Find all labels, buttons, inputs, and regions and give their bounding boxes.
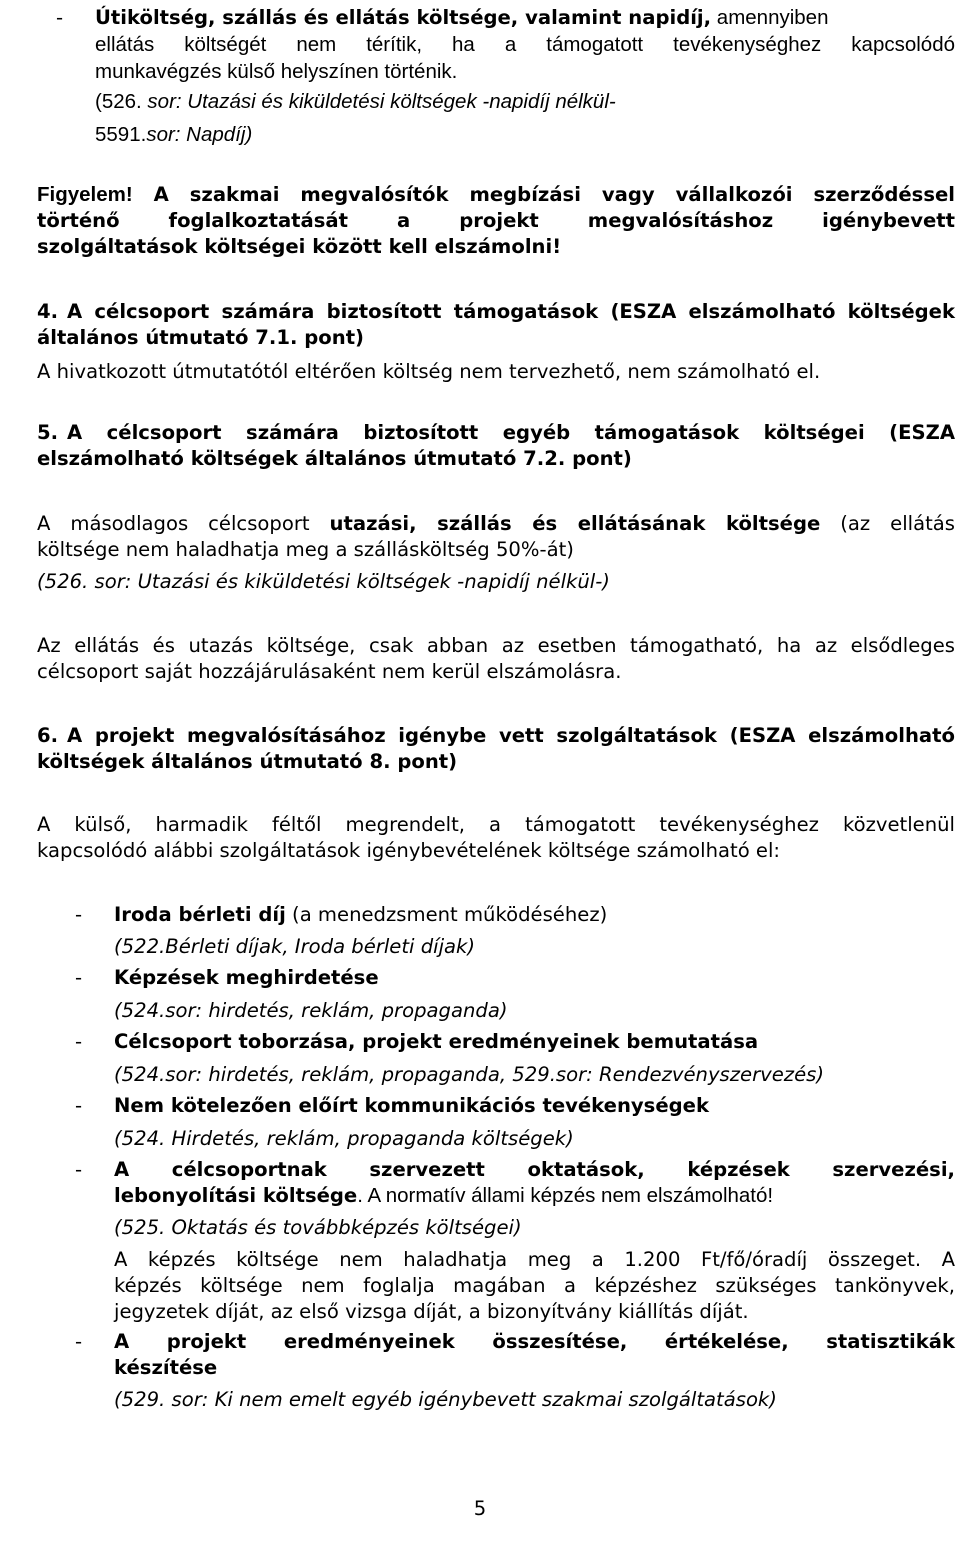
list-item-para-line2: képzés költsége nem foglalja magában a képzéshez szükséges tankönyvek,	[114, 1274, 955, 1297]
section-5-para2-line1: Az ellátás és utazás költsége, csak abban az esetben támogatható, ha az elsődleges	[37, 634, 955, 657]
list-dash: -	[75, 1330, 83, 1353]
list-item-ref: (525. Oktatás és továbbképzés költségei)	[114, 1216, 522, 1239]
item1-ref1	[95, 90, 616, 114]
notice-text: A szakmai megvalósítók megbízási vagy vállalkozói szerződéssel	[132, 183, 955, 206]
section-5-heading-line2: elszámolható költségek általános útmutató 7.2. pont)	[37, 447, 632, 470]
list-item-ref: (524.sor: hirdetés, reklám, propaganda, 529.sor: Rendezvényszervezés)	[114, 1063, 824, 1086]
list-item-title: lebonyolítási költsége	[114, 1184, 358, 1207]
item1-line1	[95, 6, 955, 30]
list-item-title: Képzések meghirdetése	[114, 966, 379, 989]
list-dash: -	[56, 6, 64, 29]
item1-line3: munkavégzés külső helyszínen történik.	[95, 60, 458, 83]
item1-ref2	[95, 123, 252, 147]
section-4-number: 4.	[37, 300, 59, 323]
section-6-para-line2: kapcsolódó alábbi szolgáltatások igénybevételének költsége számolható el:	[37, 839, 781, 862]
section-5-para1-line1	[37, 512, 955, 536]
notice-line1	[37, 183, 955, 207]
list-item-text: (a menedzsment működéséhez)	[285, 903, 608, 926]
section-4-heading-line1: A célcsoport számára biztosított támogatások (ESZA elszámolható költségek	[67, 300, 955, 323]
item1-text: amennyiben	[711, 6, 829, 29]
list-item-ref: (524. Hirdetés, reklám, propaganda költségek)	[114, 1127, 574, 1150]
emphasis: utazási, szállás és ellátásának költsége	[329, 512, 821, 535]
list-dash: -	[75, 903, 83, 926]
ref-number: 5591.	[95, 123, 147, 146]
notice-lead: Figyelem!	[37, 183, 133, 206]
list-item-title-line2	[114, 1184, 773, 1208]
list-dash: -	[75, 1094, 83, 1117]
notice-line3: szolgáltatások költségei között kell elszámolni!	[37, 235, 562, 258]
section-4-heading-line2: általános útmutató 7.1. pont)	[37, 326, 365, 349]
page-number: 5	[473, 1497, 487, 1520]
section-5-para2-line2: célcsoport saját hozzájárulásaként nem kerül elszámolásra.	[37, 660, 622, 683]
item1-line2: ellátás költségét nem térítik, ha a támogatott tevékenységhez kapcsolódó	[95, 33, 955, 56]
text-run: A másodlagos célcsoport	[37, 512, 330, 535]
list-item-para-line1: A képzés költsége nem haladhatja meg a 1.200 Ft/fő/óradíj összeget. A	[114, 1248, 955, 1271]
ref-number: (526.	[37, 570, 95, 593]
section-5-para1-line2: költsége nem haladhatja meg a szállásköltség 50%-át)	[37, 538, 574, 561]
list-item-para-line3: jegyzetek díját, az első vizsga díját, a bizonyítvány kiállítás díját.	[114, 1300, 749, 1323]
list-dash: -	[75, 1158, 83, 1181]
list-item-ref: (522.Bérleti díjak, Iroda bérleti díjak)	[114, 935, 476, 958]
text-run: (az ellátás	[820, 512, 955, 535]
ref-text: sor: Utazási és kiküldetési költségek -napidíj nélkül-	[147, 90, 616, 113]
section-6-heading-line2: költségek általános útmutató 8. pont)	[37, 750, 458, 773]
list-dash: -	[75, 1030, 83, 1053]
ref-text: sor: Napdíj)	[146, 123, 253, 146]
item1-title: Útiköltség, szállás és ellátás költsége, valamint napidíj,	[95, 6, 712, 29]
ref-number: (526.	[95, 90, 148, 113]
list-item-ref: (529. sor: Ki nem emelt egyéb igénybevett szakmai szolgáltatások)	[114, 1388, 777, 1411]
section-5-number: 5.	[37, 421, 59, 444]
list-item-title-line1: A projekt eredményeinek összesítése, értékelése, statisztikák	[114, 1330, 955, 1353]
section-6-para-line1: A külső, harmadik féltől megrendelt, a támogatott tevékenységhez közvetlenül	[37, 813, 955, 836]
list-item	[114, 903, 607, 927]
section-4-body: A hivatkozott útmutatótól eltérően költség nem tervezhető, nem számolható el.	[37, 360, 821, 383]
list-item-title-line2: készítése	[114, 1356, 218, 1379]
ref-text: sor: Utazási és kiküldetési költségek -napidíj nélkül-)	[94, 570, 610, 593]
section-5-ref	[37, 570, 610, 594]
notice-line2: történő foglalkoztatását a projekt megvalósításhoz igénybevett	[37, 209, 955, 232]
list-item-title: Iroda bérleti díj	[114, 903, 286, 926]
list-item-ref: (524.sor: hirdetés, reklám, propaganda)	[114, 999, 508, 1022]
section-6-number: 6.	[37, 724, 59, 747]
list-item-text: . A normatív állami képzés nem elszámolható!	[357, 1184, 774, 1207]
section-5-heading-line1: A célcsoport számára biztosított egyéb támogatások költségei (ESZA	[67, 421, 955, 444]
list-dash: -	[75, 966, 83, 989]
list-item-title: Nem kötelezően előírt kommunikációs tevékenységek	[114, 1094, 709, 1117]
section-6-heading-line1: A projekt megvalósításához igénybe vett szolgáltatások (ESZA elszámolható	[67, 724, 955, 747]
list-item-title: Célcsoport toborzása, projekt eredményeinek bemutatása	[114, 1030, 759, 1053]
list-item-title-line1: A célcsoportnak szervezett oktatások, képzések szervezési,	[114, 1158, 955, 1181]
